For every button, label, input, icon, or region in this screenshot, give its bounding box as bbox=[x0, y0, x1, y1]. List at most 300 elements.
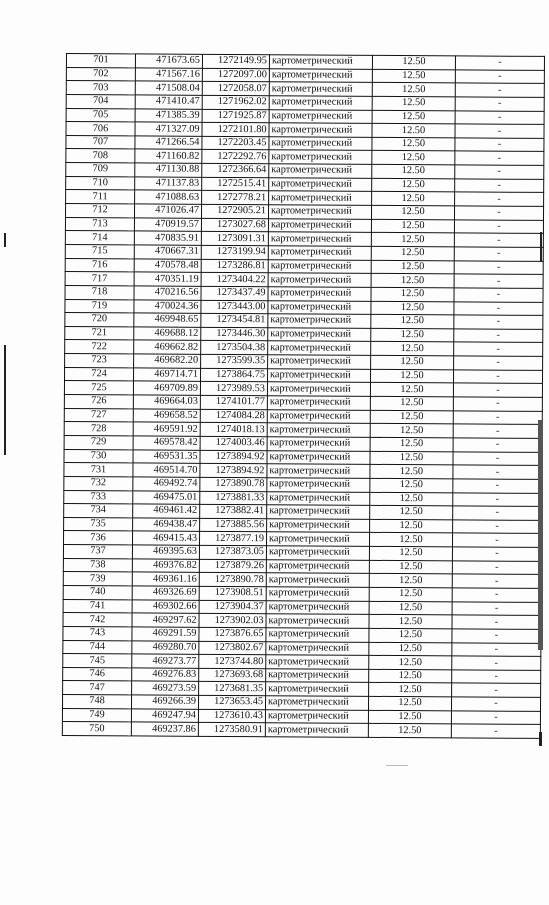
accuracy-cell: 12.50 bbox=[368, 710, 451, 724]
accuracy-cell: 12.50 bbox=[372, 96, 455, 110]
accuracy-cell: 12.50 bbox=[372, 164, 455, 178]
note-cell: - bbox=[453, 451, 542, 465]
note-cell: - bbox=[455, 83, 544, 97]
note-cell: - bbox=[452, 588, 541, 602]
method-cell: картометрический bbox=[268, 205, 371, 219]
note-cell: - bbox=[454, 220, 543, 234]
y-coordinate-cell: 1272905.21 bbox=[201, 204, 268, 218]
note-cell: - bbox=[453, 411, 542, 425]
note-cell: - bbox=[454, 342, 543, 356]
x-coordinate-cell: 469514.70 bbox=[133, 463, 200, 477]
accuracy-cell: 12.50 bbox=[369, 669, 452, 683]
y-coordinate-cell: 1273610.43 bbox=[198, 709, 265, 723]
y-coordinate-cell: 1274018.13 bbox=[200, 423, 267, 437]
method-cell: картометрический bbox=[266, 532, 369, 546]
method-cell: картометрический bbox=[269, 150, 372, 164]
accuracy-cell: 12.50 bbox=[371, 260, 454, 274]
note-cell: - bbox=[452, 547, 541, 561]
scan-artifact-right-1 bbox=[540, 232, 542, 262]
x-coordinate-cell: 471410.47 bbox=[135, 95, 202, 109]
method-cell: картометрический bbox=[269, 96, 372, 110]
method-cell: картометрический bbox=[268, 314, 371, 328]
point-number-cell: 739 bbox=[63, 572, 132, 586]
point-number-cell: 746 bbox=[63, 667, 132, 681]
note-cell: - bbox=[453, 465, 542, 479]
accuracy-cell: 12.50 bbox=[372, 124, 455, 138]
table-body bbox=[62, 54, 544, 739]
x-coordinate-cell: 471137.83 bbox=[135, 177, 202, 191]
method-cell: картометрический bbox=[269, 55, 372, 69]
y-coordinate-cell: 1273091.31 bbox=[201, 232, 268, 246]
method-cell: картометрический bbox=[266, 587, 369, 601]
method-cell: картометрический bbox=[269, 68, 372, 82]
x-coordinate-cell: 469415.43 bbox=[132, 531, 199, 545]
note-cell: - bbox=[453, 479, 542, 493]
accuracy-cell: 12.50 bbox=[369, 546, 452, 560]
method-cell: картометрический bbox=[267, 409, 370, 423]
x-coordinate-cell: 470216.56 bbox=[134, 286, 201, 300]
x-coordinate-cell: 469376.82 bbox=[132, 559, 199, 573]
y-coordinate-cell: 1273894.92 bbox=[200, 450, 267, 464]
note-cell: - bbox=[453, 492, 542, 506]
point-number-cell: 707 bbox=[66, 135, 135, 149]
point-number-cell: 740 bbox=[63, 585, 132, 599]
note-cell: - bbox=[454, 301, 543, 315]
point-number-cell: 718 bbox=[65, 285, 134, 299]
method-cell: картометрический bbox=[267, 437, 370, 451]
scan-artifact-left-2 bbox=[4, 345, 6, 455]
point-number-cell: 736 bbox=[63, 531, 132, 545]
accuracy-cell: 12.50 bbox=[370, 465, 453, 479]
note-cell: - bbox=[452, 533, 541, 547]
accuracy-cell: 12.50 bbox=[370, 519, 453, 533]
table-row bbox=[62, 722, 540, 739]
note-cell: - bbox=[452, 574, 541, 588]
accuracy-cell: 12.50 bbox=[371, 219, 454, 233]
accuracy-cell: 12.50 bbox=[372, 192, 455, 206]
point-number-cell: 741 bbox=[63, 599, 132, 613]
note-cell: - bbox=[455, 165, 544, 179]
note-cell: - bbox=[452, 629, 541, 643]
scan-artifact-left-1 bbox=[4, 233, 6, 247]
x-coordinate-cell: 469326.69 bbox=[132, 586, 199, 600]
x-coordinate-cell: 469492.74 bbox=[133, 477, 200, 491]
point-number-cell: 745 bbox=[63, 654, 132, 668]
point-number-cell: 719 bbox=[65, 299, 134, 313]
accuracy-cell: 12.50 bbox=[369, 560, 452, 574]
x-coordinate-cell: 471026.47 bbox=[134, 204, 201, 218]
point-number-cell: 714 bbox=[65, 231, 134, 245]
page-footer-mark bbox=[386, 765, 408, 766]
method-cell: картометрический bbox=[269, 164, 372, 178]
point-number-cell: 750 bbox=[62, 722, 131, 736]
y-coordinate-cell: 1273653.45 bbox=[198, 695, 265, 709]
method-cell: картометрический bbox=[268, 218, 371, 232]
note-cell: - bbox=[453, 370, 542, 384]
method-cell: картометрический bbox=[267, 491, 370, 505]
x-coordinate-cell: 469280.70 bbox=[132, 640, 199, 654]
method-cell: картометрический bbox=[268, 246, 371, 260]
x-coordinate-cell: 469273.77 bbox=[132, 654, 199, 668]
accuracy-cell: 12.50 bbox=[369, 656, 452, 670]
note-cell: - bbox=[454, 329, 543, 343]
x-coordinate-cell: 470919.57 bbox=[134, 218, 201, 232]
note-cell: - bbox=[455, 179, 544, 193]
y-coordinate-cell: 1273877.19 bbox=[199, 532, 266, 546]
method-cell: картометрический bbox=[267, 478, 370, 492]
x-coordinate-cell: 469664.03 bbox=[133, 395, 200, 409]
y-coordinate-cell: 1271925.87 bbox=[202, 109, 269, 123]
method-cell: картометрический bbox=[268, 273, 371, 287]
method-cell: картометрический bbox=[266, 559, 369, 573]
accuracy-cell: 12.50 bbox=[370, 396, 453, 410]
note-cell: - bbox=[454, 206, 543, 220]
point-number-cell: 742 bbox=[63, 613, 132, 627]
method-cell: картометрический bbox=[267, 519, 370, 533]
point-number-cell: 732 bbox=[64, 476, 133, 490]
point-number-cell: 722 bbox=[65, 340, 134, 354]
accuracy-cell: 12.50 bbox=[371, 233, 454, 247]
y-coordinate-cell: 1273885.56 bbox=[200, 518, 267, 532]
method-cell: картометрический bbox=[268, 232, 371, 246]
method-cell: картометрический bbox=[266, 628, 369, 642]
y-coordinate-cell: 1273286.81 bbox=[201, 259, 268, 273]
point-number-cell: 738 bbox=[63, 558, 132, 572]
method-cell: картометрический bbox=[268, 355, 371, 369]
point-number-cell: 702 bbox=[66, 67, 135, 81]
point-number-cell: 735 bbox=[64, 517, 133, 531]
x-coordinate-cell: 469709.89 bbox=[133, 381, 200, 395]
point-number-cell: 726 bbox=[64, 395, 133, 409]
point-number-cell: 712 bbox=[65, 204, 134, 218]
x-coordinate-cell: 469273.59 bbox=[132, 681, 199, 695]
note-cell: - bbox=[453, 383, 542, 397]
y-coordinate-cell: 1273873.05 bbox=[199, 545, 266, 559]
y-coordinate-cell: 1271962.02 bbox=[202, 95, 269, 109]
coordinates-table bbox=[62, 53, 545, 739]
accuracy-cell: 12.50 bbox=[369, 601, 452, 615]
note-cell: - bbox=[455, 70, 544, 84]
x-coordinate-cell: 470578.48 bbox=[134, 259, 201, 273]
point-number-cell: 715 bbox=[65, 244, 134, 258]
y-coordinate-cell: 1273443.00 bbox=[201, 300, 268, 314]
accuracy-cell: 12.50 bbox=[368, 696, 451, 710]
point-number-cell: 749 bbox=[62, 708, 131, 722]
note-cell: - bbox=[451, 724, 540, 738]
x-coordinate-cell: 469682.20 bbox=[134, 354, 201, 368]
note-cell: - bbox=[452, 601, 541, 615]
point-number-cell: 710 bbox=[66, 176, 135, 190]
x-coordinate-cell: 469302.66 bbox=[132, 600, 199, 614]
x-coordinate-cell: 469461.42 bbox=[133, 504, 200, 518]
point-number-cell: 731 bbox=[64, 463, 133, 477]
x-coordinate-cell: 470351.19 bbox=[134, 272, 201, 286]
accuracy-cell: 12.50 bbox=[370, 369, 453, 383]
point-number-cell: 711 bbox=[66, 190, 135, 204]
method-cell: картометрический bbox=[268, 300, 371, 314]
method-cell: картометрический bbox=[267, 423, 370, 437]
method-cell: картометрический bbox=[266, 573, 369, 587]
accuracy-cell: 12.50 bbox=[370, 492, 453, 506]
y-coordinate-cell: 1273681.35 bbox=[199, 682, 266, 696]
y-coordinate-cell: 1273876.65 bbox=[199, 627, 266, 641]
point-number-cell: 727 bbox=[64, 408, 133, 422]
method-cell: картометрический bbox=[265, 709, 368, 723]
point-number-cell: 721 bbox=[65, 326, 134, 340]
y-coordinate-cell: 1272203.45 bbox=[202, 136, 269, 150]
point-number-cell: 724 bbox=[64, 367, 133, 381]
y-coordinate-cell: 1273454.81 bbox=[201, 314, 268, 328]
point-number-cell: 728 bbox=[64, 422, 133, 436]
y-coordinate-cell: 1273902.03 bbox=[199, 614, 266, 628]
method-cell: картометрический bbox=[265, 723, 368, 737]
y-coordinate-cell: 1273504.38 bbox=[201, 341, 268, 355]
method-cell: картометрический bbox=[269, 137, 372, 151]
method-cell: картометрический bbox=[266, 655, 369, 669]
note-cell: - bbox=[454, 247, 543, 261]
scan-artifact-right-3 bbox=[539, 732, 542, 746]
note-cell: - bbox=[453, 438, 542, 452]
y-coordinate-cell: 1273904.37 bbox=[199, 600, 266, 614]
note-cell: - bbox=[451, 711, 540, 725]
method-cell: картометрический bbox=[269, 191, 372, 205]
x-coordinate-cell: 469266.39 bbox=[131, 695, 198, 709]
method-cell: картометрический bbox=[267, 450, 370, 464]
point-number-cell: 744 bbox=[63, 640, 132, 654]
point-number-cell: 717 bbox=[65, 272, 134, 286]
method-cell: картометрический bbox=[267, 396, 370, 410]
accuracy-cell: 12.50 bbox=[370, 383, 453, 397]
accuracy-cell: 12.50 bbox=[370, 451, 453, 465]
accuracy-cell: 12.50 bbox=[371, 328, 454, 342]
method-cell: картометрический bbox=[269, 178, 372, 192]
point-number-cell: 723 bbox=[65, 354, 134, 368]
point-number-cell: 737 bbox=[63, 545, 132, 559]
note-cell: - bbox=[454, 356, 543, 370]
x-coordinate-cell: 469658.52 bbox=[133, 409, 200, 423]
point-number-cell: 703 bbox=[66, 81, 135, 95]
accuracy-cell: 12.50 bbox=[372, 69, 455, 83]
accuracy-cell: 12.50 bbox=[372, 110, 455, 124]
x-coordinate-cell: 469297.62 bbox=[132, 613, 199, 627]
note-cell: - bbox=[455, 192, 544, 206]
y-coordinate-cell: 1273027.68 bbox=[201, 218, 268, 232]
note-cell: - bbox=[452, 683, 541, 697]
x-coordinate-cell: 471673.65 bbox=[135, 54, 202, 68]
point-number-cell: 720 bbox=[65, 313, 134, 327]
y-coordinate-cell: 1273199.94 bbox=[201, 245, 268, 259]
note-cell: - bbox=[453, 424, 542, 438]
x-coordinate-cell: 469688.12 bbox=[134, 327, 201, 341]
x-coordinate-cell: 469361.16 bbox=[132, 572, 199, 586]
y-coordinate-cell: 1273802.67 bbox=[199, 641, 266, 655]
note-cell: - bbox=[452, 642, 541, 656]
x-coordinate-cell: 471567.16 bbox=[135, 68, 202, 82]
x-coordinate-cell: 469531.35 bbox=[133, 449, 200, 463]
point-number-cell: 713 bbox=[65, 217, 134, 231]
x-coordinate-cell: 471088.63 bbox=[135, 190, 202, 204]
note-cell: - bbox=[453, 506, 542, 520]
accuracy-cell: 12.50 bbox=[371, 355, 454, 369]
x-coordinate-cell: 469948.65 bbox=[134, 313, 201, 327]
x-coordinate-cell: 469714.71 bbox=[133, 368, 200, 382]
method-cell: картометрический bbox=[266, 641, 369, 655]
y-coordinate-cell: 1273989.53 bbox=[200, 382, 267, 396]
note-cell: - bbox=[455, 110, 544, 124]
point-number-cell: 743 bbox=[63, 626, 132, 640]
point-number-cell: 704 bbox=[66, 94, 135, 108]
method-cell: картометрический bbox=[267, 368, 370, 382]
x-coordinate-cell: 469291.59 bbox=[132, 627, 199, 641]
point-number-cell: 708 bbox=[66, 149, 135, 163]
method-cell: картометрический bbox=[266, 546, 369, 560]
method-cell: картометрический bbox=[267, 505, 370, 519]
y-coordinate-cell: 1272058.07 bbox=[202, 82, 269, 96]
point-number-cell: 725 bbox=[64, 381, 133, 395]
point-number-cell: 733 bbox=[64, 490, 133, 504]
method-cell: картометрический bbox=[267, 382, 370, 396]
method-cell: картометрический bbox=[266, 600, 369, 614]
x-coordinate-cell: 469591.92 bbox=[133, 422, 200, 436]
y-coordinate-cell: 1274084.28 bbox=[200, 409, 267, 423]
note-cell: - bbox=[454, 260, 543, 274]
accuracy-cell: 12.50 bbox=[371, 287, 454, 301]
x-coordinate-cell: 469276.83 bbox=[132, 668, 199, 682]
note-cell: - bbox=[453, 520, 542, 534]
method-cell: картометрический bbox=[268, 259, 371, 273]
accuracy-cell: 12.50 bbox=[371, 301, 454, 315]
accuracy-cell: 12.50 bbox=[372, 137, 455, 151]
point-number-cell: 705 bbox=[66, 108, 135, 122]
method-cell: картометрический bbox=[266, 614, 369, 628]
x-coordinate-cell: 471266.54 bbox=[135, 136, 202, 150]
accuracy-cell: 12.50 bbox=[368, 724, 451, 738]
note-cell: - bbox=[452, 656, 541, 670]
scan-artifact-right-2 bbox=[538, 420, 543, 650]
point-number-cell: 730 bbox=[64, 449, 133, 463]
note-cell: - bbox=[451, 697, 540, 711]
note-cell: - bbox=[455, 138, 544, 152]
method-cell: картометрический bbox=[268, 341, 371, 355]
y-coordinate-cell: 1273693.68 bbox=[199, 668, 266, 682]
y-coordinate-cell: 1272097.00 bbox=[202, 68, 269, 82]
y-coordinate-cell: 1272149.95 bbox=[202, 54, 269, 68]
y-coordinate-cell: 1273599.35 bbox=[201, 354, 268, 368]
method-cell: картометрический bbox=[269, 82, 372, 96]
y-coordinate-cell: 1272366.64 bbox=[202, 163, 269, 177]
accuracy-cell: 12.50 bbox=[370, 437, 453, 451]
x-coordinate-cell: 469247.94 bbox=[131, 709, 198, 723]
accuracy-cell: 12.50 bbox=[372, 83, 455, 97]
method-cell: картометрический bbox=[266, 682, 369, 696]
accuracy-cell: 12.50 bbox=[371, 274, 454, 288]
note-cell: - bbox=[454, 288, 543, 302]
x-coordinate-cell: 469578.42 bbox=[133, 436, 200, 450]
note-cell: - bbox=[452, 561, 541, 575]
method-cell: картометрический bbox=[268, 287, 371, 301]
note-cell: - bbox=[452, 670, 541, 684]
note-cell: - bbox=[454, 233, 543, 247]
x-coordinate-cell: 470835.91 bbox=[134, 231, 201, 245]
note-cell: - bbox=[455, 97, 544, 111]
accuracy-cell: 12.50 bbox=[369, 628, 452, 642]
x-coordinate-cell: 469395.63 bbox=[132, 545, 199, 559]
y-coordinate-cell: 1273879.26 bbox=[199, 559, 266, 573]
method-cell: картометрический bbox=[265, 696, 368, 710]
x-coordinate-cell: 471385.39 bbox=[135, 108, 202, 122]
accuracy-cell: 12.50 bbox=[369, 574, 452, 588]
accuracy-cell: 12.50 bbox=[371, 205, 454, 219]
point-number-cell: 706 bbox=[66, 122, 135, 136]
point-number-cell: 748 bbox=[62, 695, 131, 709]
accuracy-cell: 12.50 bbox=[370, 424, 453, 438]
y-coordinate-cell: 1272778.21 bbox=[202, 191, 269, 205]
x-coordinate-cell: 469237.86 bbox=[131, 722, 198, 736]
accuracy-cell: 12.50 bbox=[369, 683, 452, 697]
x-coordinate-cell: 471130.88 bbox=[135, 163, 202, 177]
note-cell: - bbox=[455, 151, 544, 165]
x-coordinate-cell: 470024.36 bbox=[134, 299, 201, 313]
point-number-cell: 709 bbox=[66, 163, 135, 177]
accuracy-cell: 12.50 bbox=[369, 642, 452, 656]
y-coordinate-cell: 1273890.78 bbox=[200, 477, 267, 491]
point-number-cell: 747 bbox=[63, 681, 132, 695]
note-cell: - bbox=[455, 124, 544, 138]
accuracy-cell: 12.50 bbox=[369, 615, 452, 629]
accuracy-cell: 12.50 bbox=[372, 55, 455, 69]
note-cell: - bbox=[454, 315, 543, 329]
method-cell: картометрический bbox=[269, 123, 372, 137]
point-number-cell: 734 bbox=[64, 504, 133, 518]
y-coordinate-cell: 1273437.49 bbox=[201, 286, 268, 300]
note-cell: - bbox=[453, 397, 542, 411]
y-coordinate-cell: 1273864.75 bbox=[200, 368, 267, 382]
y-coordinate-cell: 1272515.41 bbox=[202, 177, 269, 191]
y-coordinate-cell: 1272101.80 bbox=[202, 123, 269, 137]
accuracy-cell: 12.50 bbox=[371, 315, 454, 329]
method-cell: картометрический bbox=[268, 328, 371, 342]
y-coordinate-cell: 1273446.30 bbox=[201, 327, 268, 341]
y-coordinate-cell: 1273881.33 bbox=[200, 491, 267, 505]
accuracy-cell: 12.50 bbox=[371, 246, 454, 260]
y-coordinate-cell: 1272292.76 bbox=[202, 150, 269, 164]
note-cell: - bbox=[454, 274, 543, 288]
x-coordinate-cell: 469438.47 bbox=[133, 518, 200, 532]
y-coordinate-cell: 1273890.78 bbox=[199, 573, 266, 587]
method-cell: картометрический bbox=[269, 109, 372, 123]
y-coordinate-cell: 1274101.77 bbox=[200, 395, 267, 409]
y-coordinate-cell: 1273744.80 bbox=[199, 655, 266, 669]
accuracy-cell: 12.50 bbox=[370, 410, 453, 424]
accuracy-cell: 12.50 bbox=[370, 506, 453, 520]
accuracy-cell: 12.50 bbox=[369, 587, 452, 601]
x-coordinate-cell: 469662.82 bbox=[134, 340, 201, 354]
y-coordinate-cell: 1273908.51 bbox=[199, 586, 266, 600]
y-coordinate-cell: 1273882.41 bbox=[200, 504, 267, 518]
y-coordinate-cell: 1273894.92 bbox=[200, 464, 267, 478]
x-coordinate-cell: 469475.01 bbox=[133, 490, 200, 504]
accuracy-cell: 12.50 bbox=[369, 533, 452, 547]
method-cell: картометрический bbox=[267, 464, 370, 478]
x-coordinate-cell: 471508.04 bbox=[135, 81, 202, 95]
y-coordinate-cell: 1273404.22 bbox=[201, 273, 268, 287]
x-coordinate-cell: 471160.82 bbox=[135, 149, 202, 163]
x-coordinate-cell: 470667.31 bbox=[134, 245, 201, 259]
note-cell: - bbox=[455, 56, 544, 70]
method-cell: картометрический bbox=[266, 669, 369, 683]
point-number-cell: 716 bbox=[65, 258, 134, 272]
point-number-cell: 729 bbox=[64, 435, 133, 449]
